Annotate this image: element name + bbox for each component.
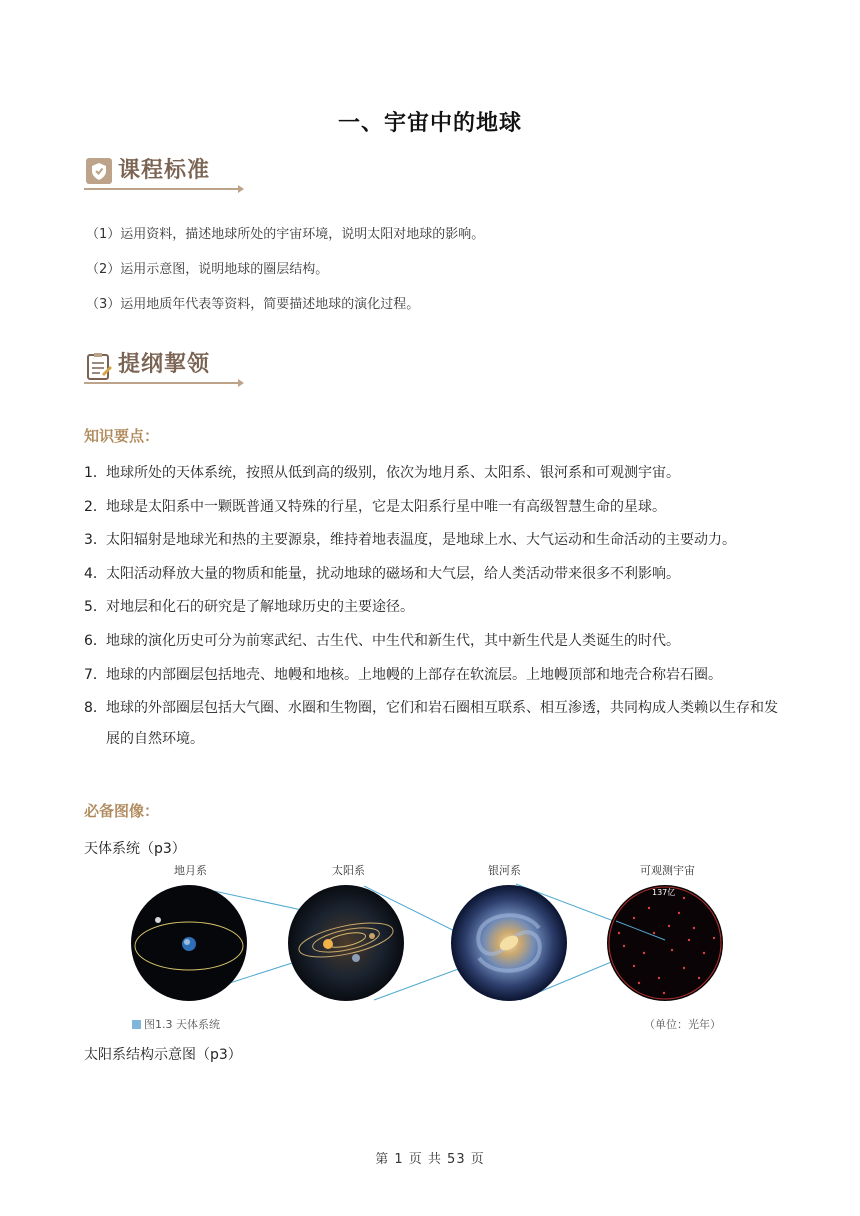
list-item xyxy=(84,563,784,585)
item-text: 地球的外部圈层包括大气圈、水圈和生物圈，它们和岩石圈相互联系、相互渗透，共同构成人类赖以生存和发展的自然环境。 xyxy=(106,700,778,748)
page-footer: 第 1 页 共 53 页 xyxy=(375,1152,485,1167)
item-text: 地球的内部圈层包括地壳、地幔和地核。上地幔的上部存在软流层。上地幔顶部和地壳合称岩石圈。 xyxy=(106,666,722,683)
item-number: 7． xyxy=(84,666,107,683)
outline-banner xyxy=(84,350,244,384)
moon-icon xyxy=(155,917,161,923)
item-text: 太阳辐射是地球光和热的主要源泉，维持着地表温度，是地球上水、大气运动和生命活动的主要动力。 xyxy=(106,532,736,549)
figure-label: 太阳系 xyxy=(332,864,365,877)
standard-item: （2）运用示意图，说明地球的圈层结构。 xyxy=(86,262,329,277)
item-number: 2． xyxy=(84,498,107,515)
banner-title: 课程标准 xyxy=(118,158,211,183)
page-title: 一、宇宙中的地球 xyxy=(337,111,522,136)
figure-label: 银河系 xyxy=(488,864,521,877)
item-number: 1． xyxy=(84,465,107,481)
images-heading: 必备图像： xyxy=(84,802,160,820)
item-text: 对地层和化石的研究是了解地球历史的主要途径。 xyxy=(106,599,414,616)
item-number: 3． xyxy=(84,532,107,549)
scale-label: 137亿 xyxy=(652,888,676,897)
knowledge-heading: 知识要点： xyxy=(84,427,160,445)
earth-cloud xyxy=(184,939,190,945)
list-item xyxy=(84,496,784,518)
planet-icon xyxy=(352,954,360,962)
standard-item: （1）运用资料，描述地球所处的宇宙环境，说明太阳对地球的影响。 xyxy=(86,227,485,242)
figure-number-caption xyxy=(132,1016,220,1032)
figure-caption: 太阳系结构示意图（p3） xyxy=(84,1047,242,1063)
standards-list xyxy=(86,224,484,329)
course-standard-banner xyxy=(84,156,244,190)
list-item xyxy=(84,529,784,551)
unit-label: （单位：光年） xyxy=(644,1018,721,1031)
item-text: 地球所处的天体系统，按照从低到高的级别，依次为地月系、太阳系、银河系和可观测宇宙。 xyxy=(106,465,680,481)
item-number: 6． xyxy=(84,632,107,649)
item-text: 地球的演化历史可分为前寒武纪、古生代、中生代和新生代，其中新生代是人类诞生的时代。 xyxy=(106,632,680,649)
sun-icon xyxy=(323,939,333,949)
figure-label: 可观测宇宙 xyxy=(640,864,695,877)
knowledge-points-list xyxy=(84,462,784,767)
item-number: 8． xyxy=(84,700,107,717)
planet-icon xyxy=(369,933,375,939)
figure-number-text: 图1.3 天体系统 xyxy=(144,1018,220,1031)
banner-underline xyxy=(84,188,240,190)
list-item xyxy=(84,697,784,755)
list-item xyxy=(84,664,784,686)
clipboard-icon xyxy=(86,352,112,378)
item-text: 地球是太阳系中一颗既普通又特殊的行星，它是太阳系行星中唯一有高级智慧生命的星球。 xyxy=(106,498,666,515)
item-number: 4． xyxy=(84,565,107,582)
celestial-system-diagram xyxy=(124,878,734,1028)
item-number: 5． xyxy=(84,599,107,616)
shield-icon xyxy=(86,158,112,184)
caption-marker-icon xyxy=(132,1020,141,1029)
banner-underline xyxy=(84,382,240,384)
figure-caption: 天体系统（p3） xyxy=(84,841,186,857)
standard-item: （3）运用地质年代表等资料，简要描述地球的演化过程。 xyxy=(86,297,420,312)
celestial-system-figure xyxy=(124,860,734,1035)
banner-title: 提纲挈领 xyxy=(118,352,211,377)
list-item xyxy=(84,462,784,484)
figure-label: 地月系 xyxy=(174,864,207,877)
solar-system-circle xyxy=(288,885,404,1001)
item-text: 太阳活动释放大量的物质和能量，扰动地球的磁场和大气层，给人类活动带来很多不利影响。 xyxy=(106,565,680,582)
list-item xyxy=(84,630,784,652)
observable-universe-circle xyxy=(607,885,723,1001)
list-item xyxy=(84,596,784,618)
